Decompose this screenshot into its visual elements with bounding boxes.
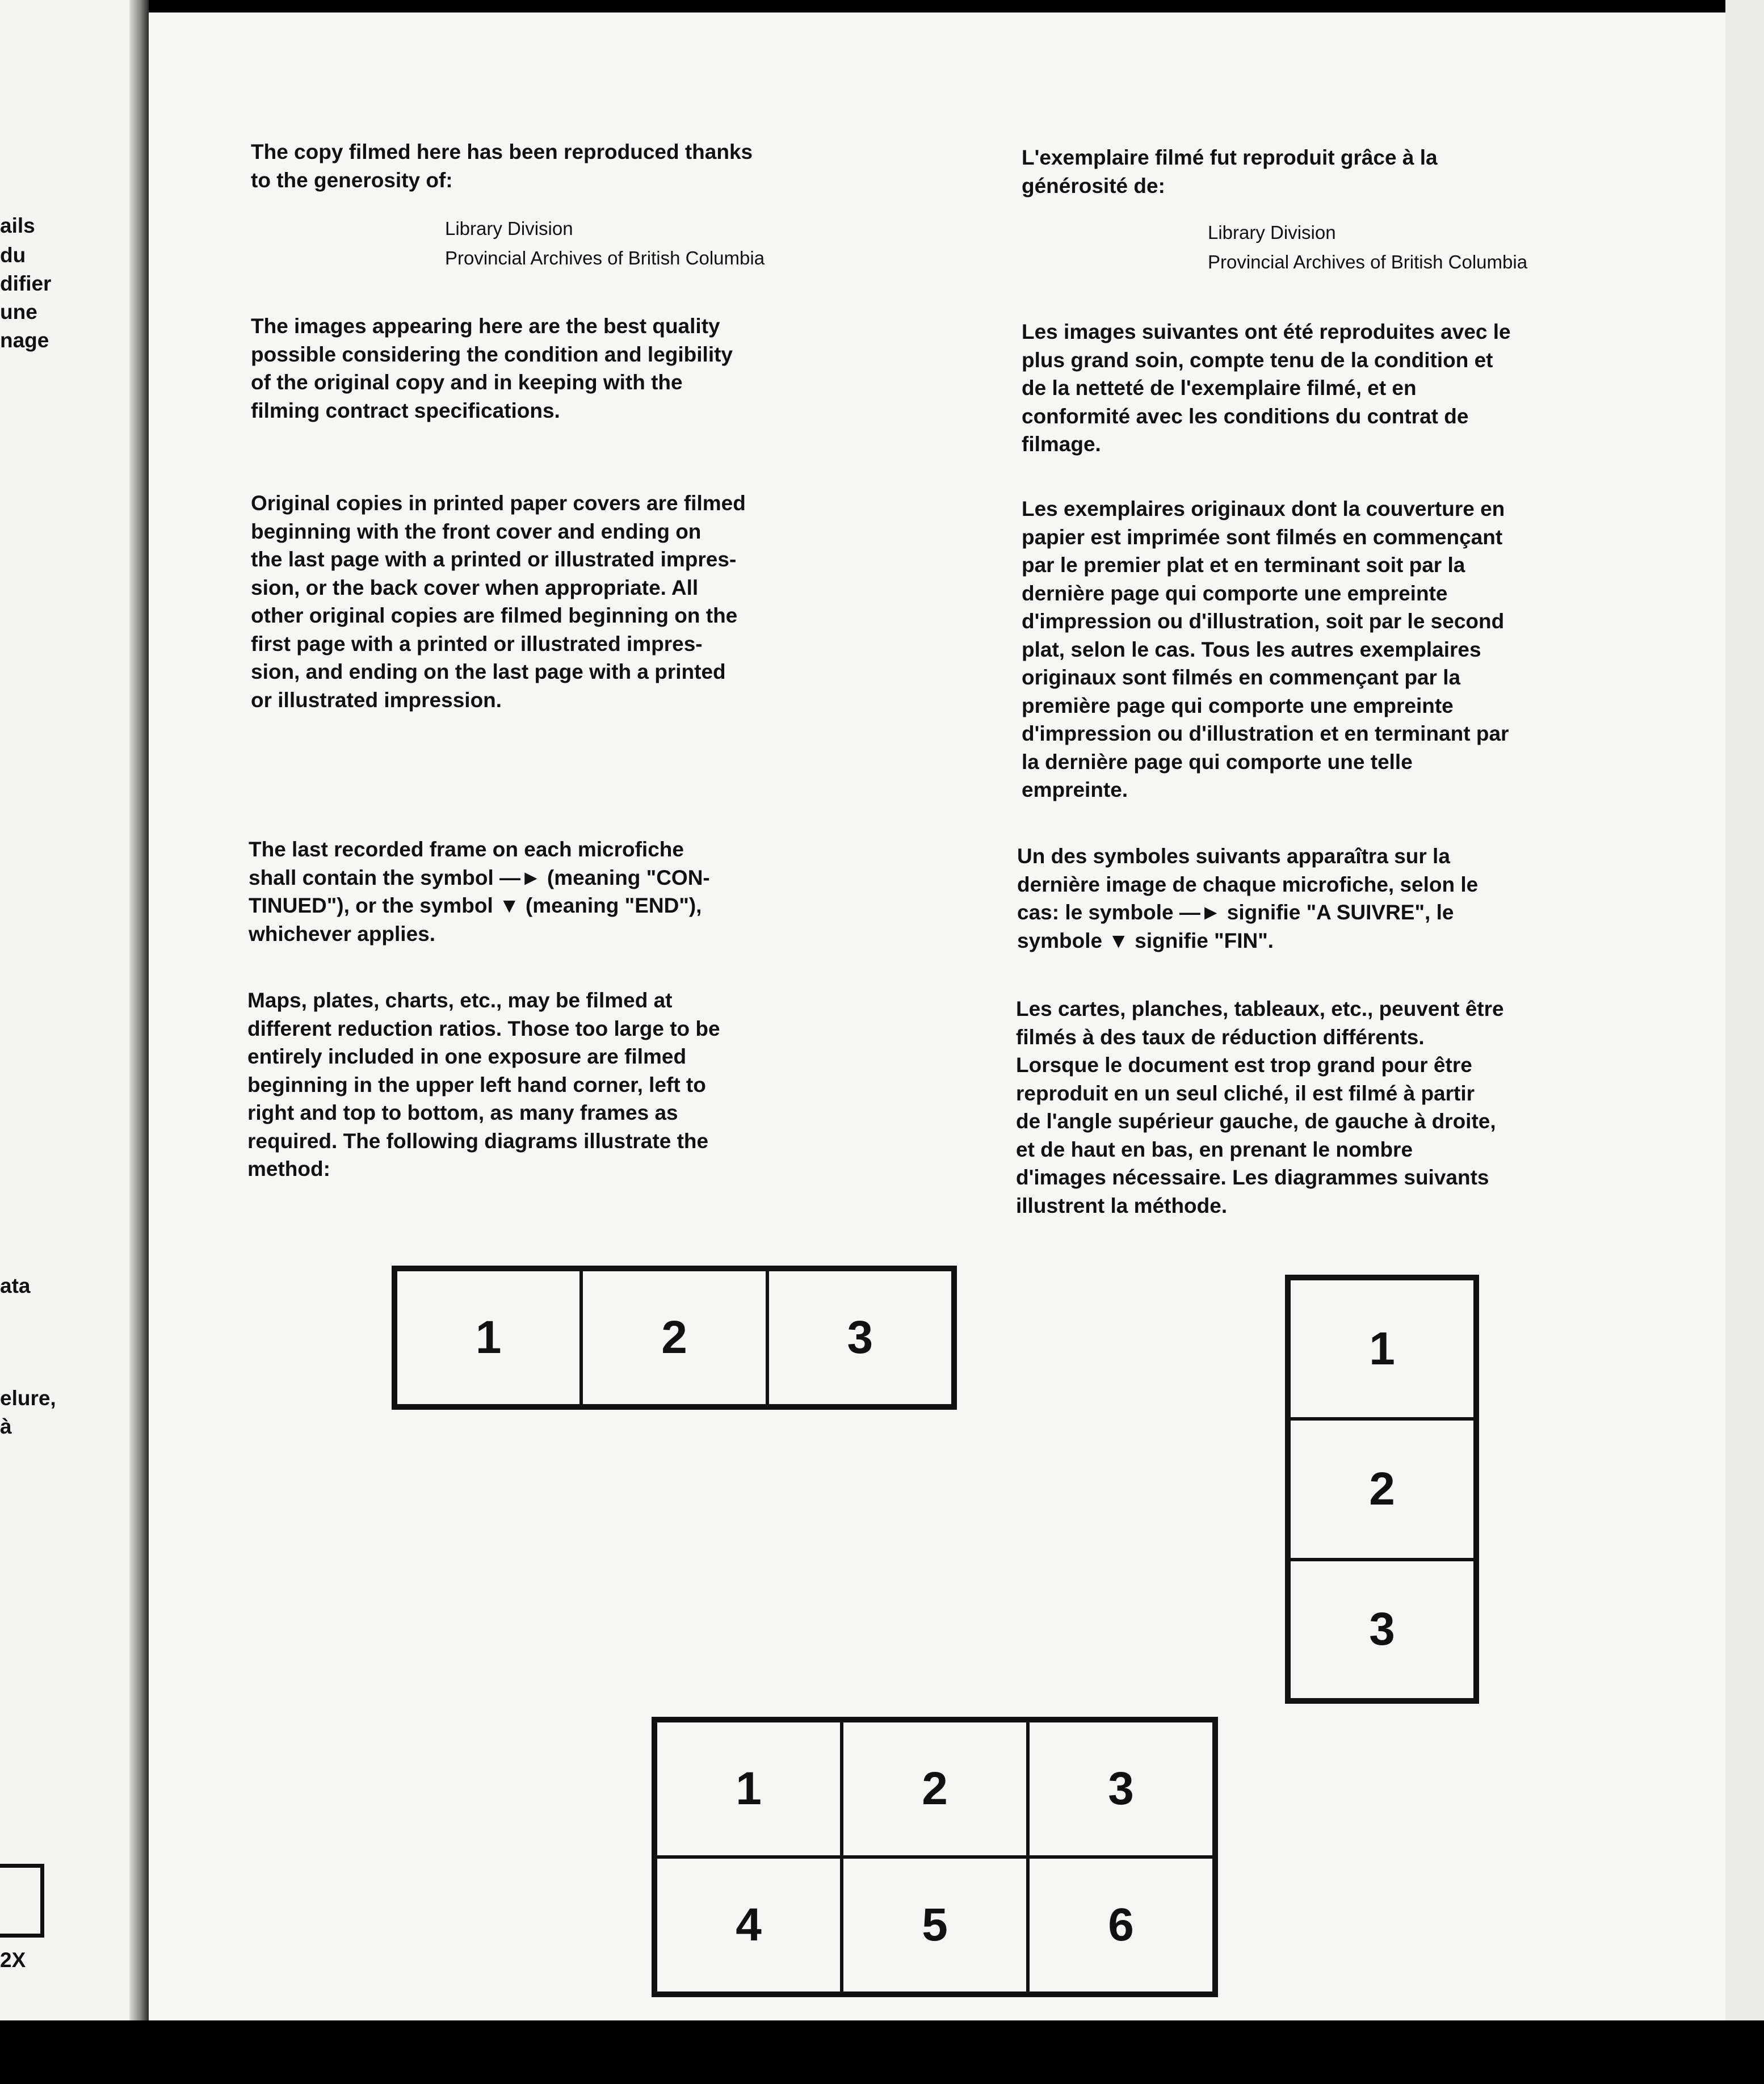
binding-shadow	[129, 0, 149, 2020]
french-covers: Les exemplaires originaux dont la couverture en papier est imprimée sont filmés en commençant par le premier plat et en terminant soit par la dernière page qui comporte une empreinte d'impression ou d'illustration, soit par le second plat, selon le cas. Tous les autres exemplaires originaux sont filmés en commençant par la première page qui comporte une empreinte d'impression ou d'illustration et en terminant par la dernière page qui comporte une telle empreinte.	[1022, 497, 1509, 801]
reduction-label: 2X	[0, 1948, 26, 1972]
frame-cell: 2	[1289, 1419, 1475, 1559]
frame-cell: 4	[656, 1857, 842, 1993]
left-fragment: une	[0, 300, 37, 323]
left-fragment: ata	[0, 1274, 31, 1297]
left-fragment: nage	[0, 329, 49, 352]
frame-cell: 1	[656, 1721, 842, 1857]
english-covers: Original copies in printed paper covers are filmed beginning with the front cover and ending on the last page with a printed or illustrated impres- sion, or the back cover when appropriate. All other original copies are filmed beginning on the first page with a printed or illustrated impres- sion, and ending on the last page with a printed or illustrated impression.	[251, 491, 746, 712]
french-maps: Les cartes, planches, tableaux, etc., peuvent être filmés à des taux de réduction différents. Lorsque le document est trop grand pour être reproduit en un seul cliché, il est filmé à partir de l'angle supérieur gauche, de gauche à droite, et de haut en bas, en prenant le nombre d'images nécessaire. Les diagrammes suivants illustrent la méthode.	[1016, 997, 1504, 1217]
left-fragment: du	[0, 243, 26, 267]
frame-cell: 5	[842, 1857, 1028, 1993]
left-fragment: elure,	[0, 1386, 56, 1410]
frame-cell: 2	[581, 1270, 767, 1406]
left-fragment: ails	[0, 214, 35, 237]
frame-cell: 6	[1028, 1857, 1214, 1993]
english-maps: Maps, plates, charts, etc., may be filmed at different reduction ratios. Those too large to be entirely included in one exposure are filmed beginning in the upper left hand corner, left to right and top to bottom, as many frames as required. The following diagrams illustrate the method:	[247, 989, 720, 1180]
grid-diagram	[652, 1717, 1218, 1997]
french-library: Library Division Provincial Archives of British Columbia	[1208, 222, 1528, 272]
frame-cell: 3	[1028, 1721, 1214, 1857]
french-symbols: Un des symboles suivants apparaîtra sur la dernière image de chaque microfiche, selon le cas: le symbole —► signifie "A SUIVRE", le symbole ▼ signifie "FIN".	[1017, 844, 1479, 952]
frame-cell: 2	[842, 1721, 1028, 1857]
left-page-edge	[0, 0, 149, 2020]
reduction-box	[0, 1864, 44, 1938]
english-library: Library Division Provincial Archives of British Columbia	[445, 218, 765, 268]
right-page-edge	[1725, 0, 1764, 2020]
frame-cell: 3	[767, 1270, 953, 1406]
frame-cell: 3	[1289, 1560, 1475, 1700]
row-diagram	[392, 1266, 957, 1410]
french-thanks: L'exemplaire filmé fut reproduit grâce à la générosité de:	[1022, 146, 1438, 198]
english-quality: The images appearing here are the best quality possible considering the condition and legibility of the original copy and in keeping with the filming contract specifications.	[251, 314, 733, 422]
column-diagram	[1285, 1275, 1479, 1704]
frame-cell: 1	[1289, 1279, 1475, 1419]
english-thanks: The copy filmed here has been reproduced thanks to the generosity of:	[251, 140, 753, 192]
left-fragment: à	[0, 1415, 12, 1438]
french-quality: Les images suivantes ont été reproduites avec le plus grand soin, compte tenu de la condition et de la netteté de l'exemplaire filmé, et en conformité avec les conditions du contrat de filmage.	[1022, 320, 1511, 456]
english-symbols: The last recorded frame on each microfiche shall contain the symbol —► (meaning "CON- TINUED"), or the symbol ▼ (meaning "END"), whichever applies.	[249, 838, 710, 946]
frame-cell: 1	[396, 1270, 581, 1406]
left-fragment: difier	[0, 272, 52, 295]
film-border	[0, 2020, 1764, 2084]
